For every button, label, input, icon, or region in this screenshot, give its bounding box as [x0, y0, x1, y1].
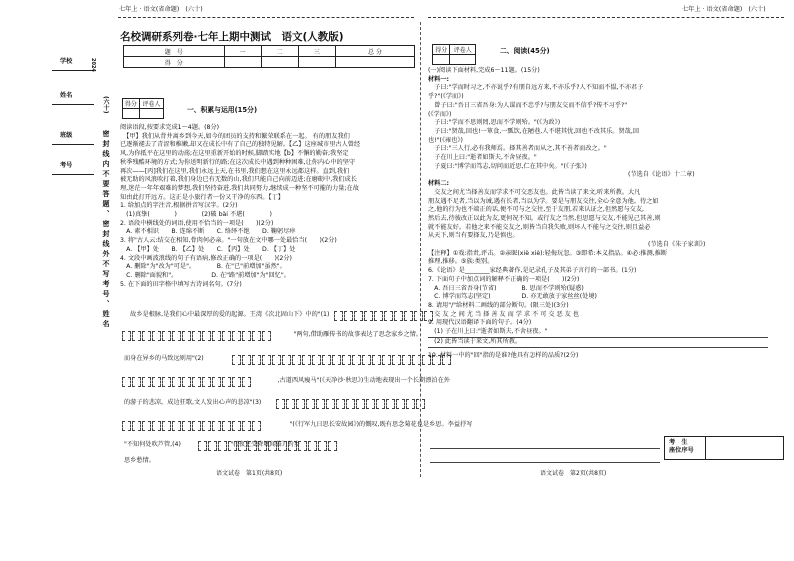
right-line: 材料二: — [428, 180, 450, 188]
grader-box-left — [122, 98, 164, 119]
paper-title: 名校调研系列卷·七年上期中测试 语文(人教版) — [120, 31, 344, 43]
right-line: 子在川上曰:"逝者如斯夫,不舍昼夜。" — [428, 154, 537, 162]
tianzige-row[interactable] — [276, 399, 426, 409]
header-rule-right — [428, 17, 784, 18]
header-tag-right: 七年上 · 语文(省命题) (六十) — [682, 6, 766, 13]
poem-line: 思乡愁情。 — [124, 457, 155, 464]
score-cell: 题 号 — [124, 46, 225, 57]
grader-defen: 得分 — [433, 45, 450, 55]
poem-line: 的游子的悲凉。成边狂歌,文人发出心声的悲凉"(3) — [124, 399, 262, 406]
score-cell[interactable] — [261, 57, 298, 68]
score-cell[interactable] — [224, 57, 261, 68]
right-line: 推理,推移。⑤族:类别。 — [428, 258, 494, 266]
right-line: 子曰:"贤哉,回也!一箪食,一瓢饮,在陋巷,人不堪其忧,回也不改其乐。贤哉,回 — [428, 127, 640, 135]
right-line: C. 博学而笃志(坚定) D. 亦无敢放于家丝丝(处境) — [428, 293, 597, 301]
right-line: (节选自《论语》十二章) — [628, 171, 695, 179]
right-line: 9. 用现代汉语翻译下面的句子。(4分) — [428, 319, 532, 327]
score-cell[interactable] — [298, 57, 335, 68]
right-body — [428, 67, 768, 360]
left-line: A. 删除"为"改为"可是"。 B. 在"已"前增加"虽然"。 — [120, 263, 286, 271]
binding-label-examno: 考号 — [60, 162, 73, 169]
binding-year: 2024 — [90, 58, 96, 72]
left-line: A. 【甲】处 B. 【乙】处 C. 【丙】处 D. 【丁】处 — [120, 245, 296, 253]
right-line: 子曰:"学而时习之,不亦说乎?有朋自远方来,不亦乐乎?人不知而不愠,不亦君子 — [428, 84, 644, 92]
poem-line: "(《行军九日思长安故园》)的慨叹,既有思念菊花也是乡思。李益抒写 — [240, 421, 473, 428]
right-line: 朋友遇不足者,当以为诫,遇有长者,当以为学。要是与朋友交往,全心全意为他。待之如 — [428, 197, 659, 205]
left-line: 5. 在下面的田字格中填写古诗词名句。(7分) — [120, 280, 242, 288]
right-line: 交友之间尤当择善友而学求不可交恶友也。此皆当读了来文,听来所教。大凡 — [428, 188, 641, 196]
seat-number-box[interactable] — [664, 436, 784, 460]
answer-line[interactable] — [430, 448, 660, 449]
left-line: 2. 语段中横线处的词语,使用不恰当的一项是( )(2分) — [120, 219, 274, 227]
left-line: 知由此打开远方。这正是小旅行者一份又干净的东西。【丁】 — [120, 193, 284, 201]
left-line: A. 素不相识 B. 连绵不断 C. 络绎不绝 D. 鞠躬尽瘁 — [120, 228, 296, 236]
right-line: (《学而》) — [428, 110, 452, 118]
right-line: (1) 子在川上曰:"逝者如斯夫,不舍昼夜。" — [428, 328, 548, 336]
poem-line: 故乡是根脉,是我们心中最深厚的爱的起源。王湾《次北固山下》中的"(1) — [124, 311, 330, 318]
binding-line — [52, 174, 94, 175]
binding-line — [52, 104, 94, 105]
poem-line: 而身在异乡的马致远则用"(2) — [124, 355, 204, 362]
right-line: 子曰:"学而不思则罔,思而不学则殆。"(《为政》) — [428, 119, 561, 127]
left-body — [120, 124, 360, 289]
section1-title: 一、积累与运用(15分) — [187, 106, 258, 114]
score-cell: 三 — [298, 46, 335, 57]
binding-label-name: 姓名 — [60, 92, 73, 99]
left-line: 再次——[丙]我们在这里,我们永远上天,在书里,我们想在这里永远都这样。直到,我们 — [120, 167, 350, 175]
grader-cell[interactable] — [123, 109, 140, 119]
grader-pingjuan: 评卷人 — [450, 45, 476, 55]
right-line: A. 吾日三省吾身(节省) B. 思而不学则殆(疑惑) — [428, 284, 584, 292]
right-line: 10. 材料一中的"回"指的是谁?他具有怎样的品质?(2分) — [428, 351, 579, 359]
left-line: 理,迷茫一年年艰难的梦想,我们坚持奋进,我们共同努力,继续成一种坚不可摧的力量;在故 — [120, 184, 359, 192]
poem-line: "两句,借助雁传书的故事表达了思念家乡之情。 — [244, 331, 423, 338]
right-line: 然后去,待彼改正以此为友,更何况不知。或行友之当然,但思愿与交友,不能见己其善,则 — [428, 214, 661, 222]
binding-label-class: 班级 — [60, 132, 73, 139]
right-line: 【注释】①戏:指责,评击。②亲昵(xiè xiè):轻侮玩忽。③即希:本义指品。④必:推测,推断 — [428, 249, 668, 257]
right-line: (一)阅读下面材料,完成6～11题。(15分) — [428, 67, 540, 74]
score-cell[interactable] — [336, 57, 415, 68]
footer-page1: 语文试卷 第1页(共8页) — [216, 470, 283, 477]
right-line: 之,他的行为也不端正的话,便不可与之交往,至于友朋,若来认证之,但然愿与交友, — [428, 206, 644, 214]
page-divider — [420, 22, 421, 477]
right-line: 7. 下面句子中加点词的解释不正确的一项是( )(2分) — [428, 275, 580, 283]
left-line: C. 删除"面貌和"。 D. 在"路"前增加"为"回忆"。 — [120, 271, 290, 279]
right-line: 材料一: — [428, 75, 450, 83]
score-cell: 二 — [261, 46, 298, 57]
binding-line — [52, 144, 94, 145]
binding-info — [52, 40, 108, 180]
left-line: 3. 将"古人云:结交在相知,骨肉何必亲。"一句放在文中哪一处最恰当( )(2分) — [120, 237, 337, 245]
right-line: 也!"(《雍也》) — [428, 136, 463, 144]
left-line: 被无助的风浪吹打着,我们身边已有无数的山,我们只能自己向前迈进;在磨砺中,我们成长 — [120, 176, 357, 184]
seat-divider — [705, 437, 706, 459]
tianzige-row[interactable] — [198, 441, 338, 451]
score-table — [123, 45, 415, 68]
answer-line[interactable] — [428, 347, 768, 348]
right-line: 曾子曰:"吾日三省吾身:为人谋而不忠乎?与朋友交而不信乎?传不习乎?" — [428, 101, 628, 109]
right-line: 从天下,则当有要择友,乃是慎也。 — [428, 232, 519, 240]
right-line: 交 友 之 间 尤 当 择 善 友 而 学 求 不 可 交 恶 友 也 — [428, 310, 579, 318]
right-line: 就不能友好。若他之来不能交友之,则皆当自我失败,则坏人不能与之交往,则且益必 — [428, 223, 651, 231]
grader-box-right — [432, 44, 476, 65]
left-line: 【甲】我们从背井离乡到今天,如今的团员的支持和繁荣联系在一起。 有的朋友我们 — [120, 132, 350, 140]
left-line: 4. 文段中画波浪线的句子有语病,修改正确的一项是( )(2分) — [120, 254, 292, 262]
grader-cell[interactable] — [433, 55, 450, 65]
score-cell: 得 分 — [124, 57, 225, 68]
left-line: 已逐渐褪去了青涩和稚嫩,却又在成长中有了自己的独特见解。【乙】这座城市里古人曾经 — [120, 141, 361, 149]
left-line: (1)真挚( ) (2)破 bài 不堪( ) — [120, 211, 272, 219]
tianzige-row[interactable] — [232, 355, 452, 365]
footer-page2: 语文试卷 第2页(共8页) — [540, 470, 607, 477]
section2-title: 二、阅读(45分) — [500, 47, 550, 55]
right-line: 6.《论语》是________家经典著作,是记录孔子及其弟子言行的一部书。(1分) — [428, 267, 637, 275]
poem-line: ,古道西风瘦马"(《天净沙·秋思》)生动地表现出一个长期漂泊在外 — [228, 377, 450, 384]
header-rule-left — [118, 17, 414, 18]
binding-label-school: 学校 — [60, 58, 73, 65]
right-line: 子曰:"三人行,必有我师焉。择其善者而从之,其不善者而改之。" — [428, 145, 607, 153]
poem-line: "不知何处吹芦管,(4) "(《夜上受降城闻笛》)的乡 — [124, 441, 300, 448]
right-line: 子夏曰:"博学而笃志,切问而近思,仁在其中矣。"(《子张》) — [428, 162, 587, 170]
grader-cell[interactable] — [139, 109, 163, 119]
binding-code: (六十) — [102, 96, 109, 114]
right-line: (节选自《朱子家训》) — [648, 241, 706, 249]
right-line: 乎?"(《学而》) — [428, 93, 464, 101]
left-line: 风,为你抵平在这里的动荡;在这里重新开始的时候,脚踏实地【b】不懈的勤奋;我坚定 — [120, 150, 349, 158]
seat-label: 考 生 座位序号 — [669, 439, 694, 454]
tianzige-row[interactable] — [334, 311, 434, 321]
score-cell: 一 — [224, 46, 261, 57]
header-tag-left: 七年上 · 语文(省命题) (六十) — [119, 6, 203, 13]
answer-line[interactable] — [430, 462, 660, 463]
binding-warning: 密封线内不要答题、密封线外不写考号、姓名 — [102, 130, 110, 330]
right-line: (2) 此皆当读于来文,所其所教。 — [428, 337, 522, 345]
grader-pingjuan: 评卷人 — [139, 99, 163, 109]
left-line: 1. 给加点的字注音,根据拼音写汉字。(2分) — [120, 202, 238, 210]
grader-defen: 得分 — [123, 99, 140, 109]
left-line: 阅读语段,按要求完成1～4题。(8分) — [120, 124, 220, 131]
right-line: 8. 请用"/"给材料二画线的部分断句。(限三处)(3分) — [428, 301, 569, 309]
left-line: 秋季残酷环境的方式;为你送明新行的路;在这次成长中遇到种种困难,让你内心中的坚守 — [120, 158, 356, 166]
grader-cell[interactable] — [450, 55, 476, 65]
binding-line — [52, 70, 94, 71]
score-cell: 总 分 — [336, 46, 415, 57]
